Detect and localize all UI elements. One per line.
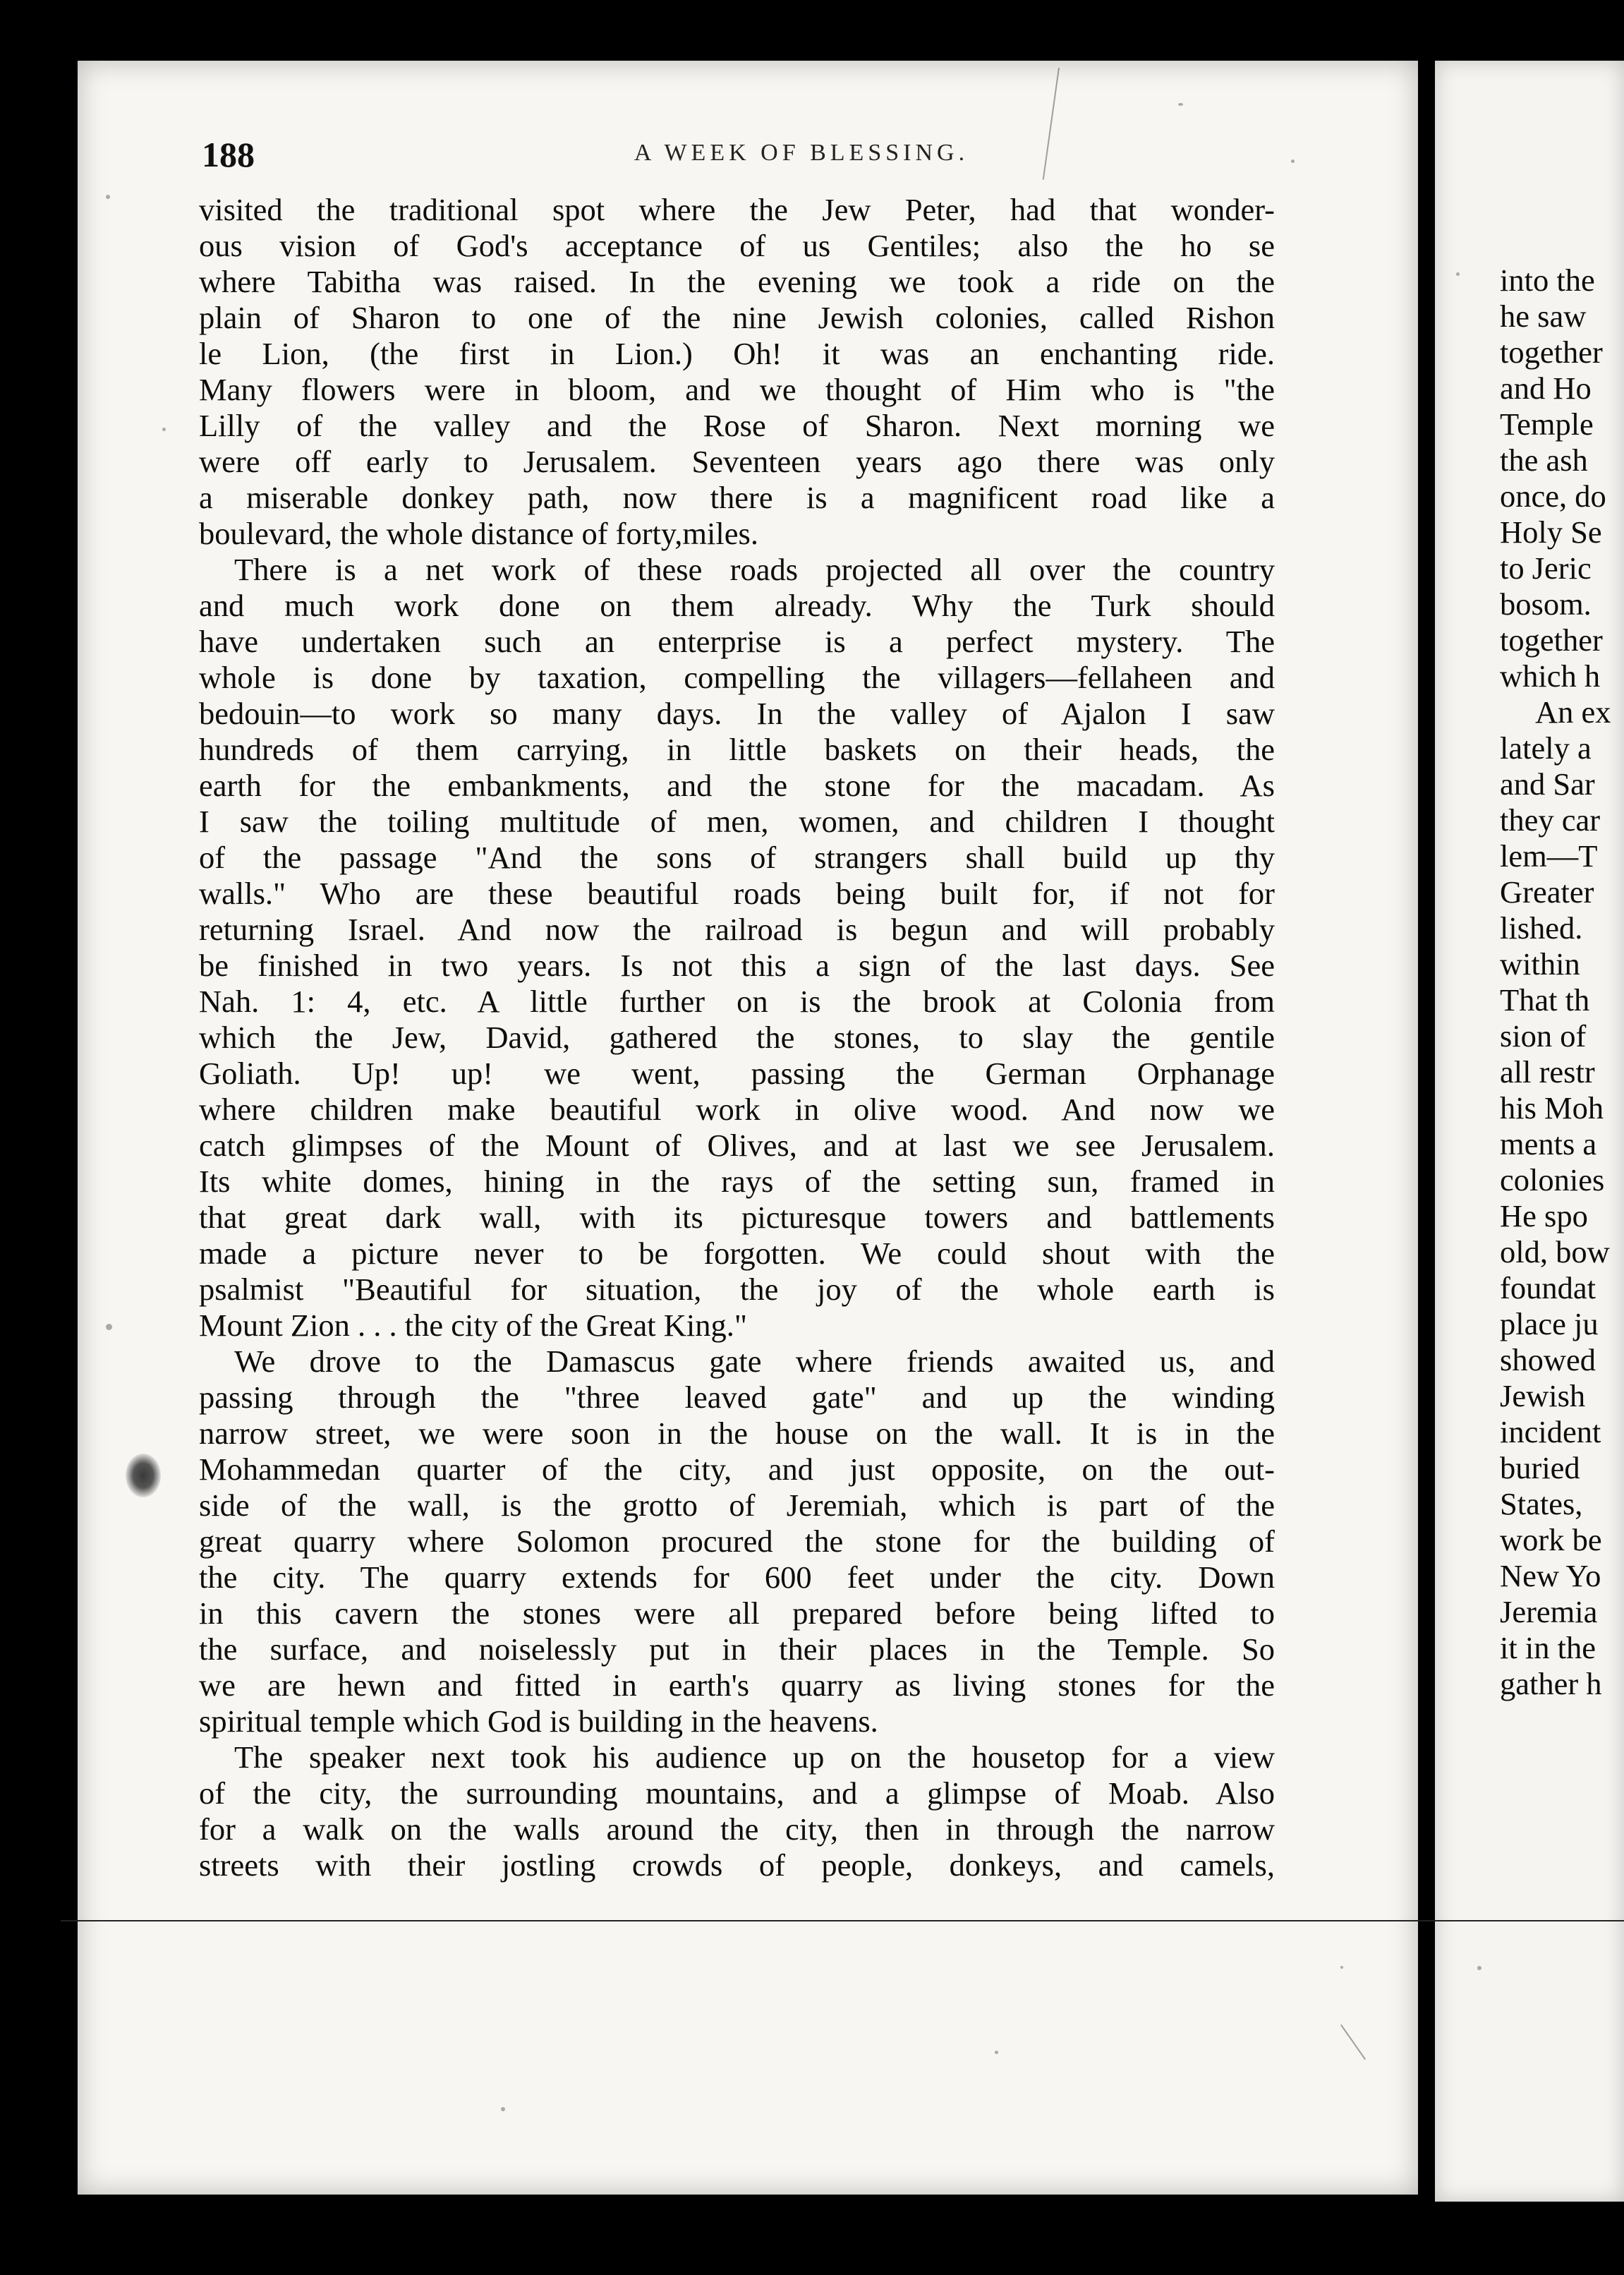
text-line: plain of Sharon to one of the nine Jewish colonies, called Rishon (199, 300, 1275, 335)
text-line: his Moh (1500, 1090, 1604, 1126)
text-line: Mohammedan quarter of the city, and just opposite, on the out- (199, 1452, 1275, 1487)
text-line: New Yo (1500, 1558, 1601, 1593)
scan-line-rule (61, 1920, 1624, 1921)
text-line: The speaker next took his audience up on the housetop for a view (234, 1739, 1275, 1775)
speck (1340, 1966, 1343, 1969)
text-line: for a walk on the walls around the city, then in through the narrow (199, 1811, 1275, 1847)
speck (1477, 1966, 1481, 1970)
text-line: have undertaken such an enterprise is a perfect mystery. The (199, 624, 1275, 659)
text-line: Holy Se (1500, 514, 1602, 550)
text-line: Greater (1500, 874, 1594, 910)
text-line: ous vision of God's acceptance of us Gentiles; also the ho se (199, 228, 1275, 263)
text-line: to Jeric (1500, 550, 1592, 586)
text-line: earth for the embankments, and the stone for the macadam. As (199, 768, 1275, 803)
text-line: old, bow (1500, 1234, 1610, 1269)
text-line: spiritual temple which God is building in the heavens. (199, 1703, 878, 1739)
text-line: narrow street, we were soon in the house on the wall. It is in the (199, 1416, 1275, 1451)
text-line: together (1500, 334, 1603, 370)
text-line: lished. (1500, 910, 1583, 946)
text-line: gather h (1500, 1666, 1602, 1701)
text-line: within (1500, 946, 1580, 982)
text-line: incident (1500, 1414, 1601, 1449)
text-line: le Lion, (the first in Lion.) Oh! it was an enchanting ride. (199, 336, 1275, 371)
text-line: which h (1500, 658, 1601, 694)
text-line: of the city, the surrounding mountains, and a glimpse of Moab. Also (199, 1775, 1275, 1811)
speck (1178, 103, 1183, 106)
text-line: hundreds of them carrying, in little baskets on their heads, the (199, 732, 1275, 767)
text-line: Lilly of the valley and the Rose of Sharon. Next morning we (199, 408, 1275, 443)
text-line: the surface, and noiselessly put in their places in the Temple. So (199, 1631, 1275, 1667)
text-line: I saw the toiling multitude of men, women, and children I thought (199, 804, 1275, 839)
text-line: made a picture never to be forgotten. We could shout with the (199, 1236, 1275, 1271)
text-line: ments a (1500, 1126, 1597, 1161)
text-line: be finished in two years. Is not this a sign of the last days. See (199, 948, 1275, 983)
text-line: together (1500, 622, 1603, 658)
text-line: Jewish (1500, 1378, 1586, 1413)
text-line: and Ho (1500, 370, 1592, 406)
speck (106, 1324, 112, 1330)
text-line: which the Jew, David, gathered the stones, to slay the gentile (199, 1020, 1275, 1055)
text-line: Nah. 1: 4, etc. A little further on is the brook at Colonia from (199, 984, 1275, 1019)
running-head (202, 134, 1359, 183)
text-line: were off early to Jerusalem. Seventeen years ago there was only (199, 444, 1275, 479)
text-line: place ju (1500, 1306, 1599, 1341)
text-line: streets with their jostling crowds of people, donkeys, and camels, (199, 1847, 1275, 1883)
text-line: the city. The quarry extends for 600 feet under the city. Down (199, 1559, 1275, 1595)
text-line: colonies (1500, 1162, 1605, 1197)
text-line: we are hewn and fitted in earth's quarry as living stones for the (199, 1667, 1275, 1703)
text-line: Goliath. Up! up! we went, passing the German Orphanage (199, 1056, 1275, 1091)
speck (162, 428, 166, 431)
speck (501, 2107, 505, 2111)
text-line: An ex (1535, 694, 1611, 730)
right-page-body (1500, 262, 1624, 1702)
text-line: Temple (1500, 406, 1594, 442)
text-line: once, do (1500, 478, 1606, 514)
text-line: buried (1500, 1450, 1580, 1485)
text-line: foundat (1500, 1270, 1596, 1305)
text-line: and much work done on them already. Why the Turk should (199, 588, 1275, 623)
text-line: a miserable donkey path, now there is a magnificent road like a (199, 480, 1275, 515)
text-line: Jeremia (1500, 1594, 1598, 1629)
text-line: That th (1500, 982, 1590, 1018)
text-line: it in the (1500, 1630, 1596, 1665)
text-line: boulevard, the whole distance of forty,miles. (199, 516, 758, 551)
text-line: where children make beautiful work in olive wood. And now we (199, 1092, 1275, 1127)
text-line: He spo (1500, 1198, 1588, 1233)
text-line: walls." Who are these beautiful roads being built for, if not for (199, 876, 1275, 911)
text-line: that great dark wall, with its picturesque towers and battlements (199, 1200, 1275, 1235)
text-line: We drove to the Damascus gate where friends awaited us, and (234, 1344, 1275, 1379)
text-line: the ash (1500, 442, 1588, 478)
text-line: catch glimpses of the Mount of Olives, and at last we see Jerusalem. (199, 1128, 1275, 1163)
text-line: in this cavern the stones were all prepared before being lifted to (199, 1595, 1275, 1631)
text-line: Mount Zion . . . the city of the Great King." (199, 1308, 747, 1343)
text-line: and Sar (1500, 766, 1595, 802)
ink-smudge (126, 1454, 161, 1497)
speck (995, 2051, 998, 2054)
text-line: whole is done by taxation, compelling the villagers—fellaheen and (199, 660, 1275, 695)
text-line: lem—T (1500, 838, 1598, 874)
text-line: lately a (1500, 730, 1592, 766)
text-line: of the passage "And the sons of strangers shall build up thy (199, 840, 1275, 875)
speck (1456, 272, 1460, 276)
text-line: all restr (1500, 1054, 1595, 1090)
text-line: bosom. (1500, 586, 1592, 622)
running-head-title: A WEEK OF BLESSING. (634, 140, 969, 166)
page-number: 188 (202, 135, 255, 174)
text-line: they car (1500, 802, 1601, 838)
text-line: showed (1500, 1342, 1596, 1377)
text-line: There is a net work of these roads projected all over the country (234, 552, 1275, 587)
left-page-body (199, 192, 1275, 1883)
text-line: sion of (1500, 1018, 1587, 1054)
text-line: Its white domes, hining in the rays of the setting sun, framed in (199, 1164, 1275, 1199)
text-line: returning Israel. And now the railroad is begun and will probably (199, 912, 1275, 947)
text-line: passing through the "three leaved gate" and up the winding (199, 1380, 1275, 1415)
text-line: Many flowers were in bloom, and we thought of Him who is "the (199, 372, 1275, 407)
text-line: visited the traditional spot where the Jew Peter, had that wonder- (199, 192, 1275, 227)
text-line: where Tabitha was raised. In the evening we took a ride on the (199, 264, 1275, 299)
text-line: psalmist "Beautiful for situation, the joy of the whole earth is (199, 1272, 1275, 1307)
text-line: States, (1500, 1486, 1583, 1521)
page-gutter (1418, 61, 1435, 2213)
text-line: great quarry where Solomon procured the stone for the building of (199, 1523, 1275, 1559)
text-line: into the (1500, 262, 1595, 298)
text-line: work be (1500, 1522, 1602, 1557)
text-line: side of the wall, is the grotto of Jeremiah, which is part of the (199, 1488, 1275, 1523)
text-line: he saw (1500, 298, 1587, 334)
text-line: bedouin—to work so many days. In the valley of Ajalon I saw (199, 696, 1275, 731)
speck (106, 195, 110, 199)
